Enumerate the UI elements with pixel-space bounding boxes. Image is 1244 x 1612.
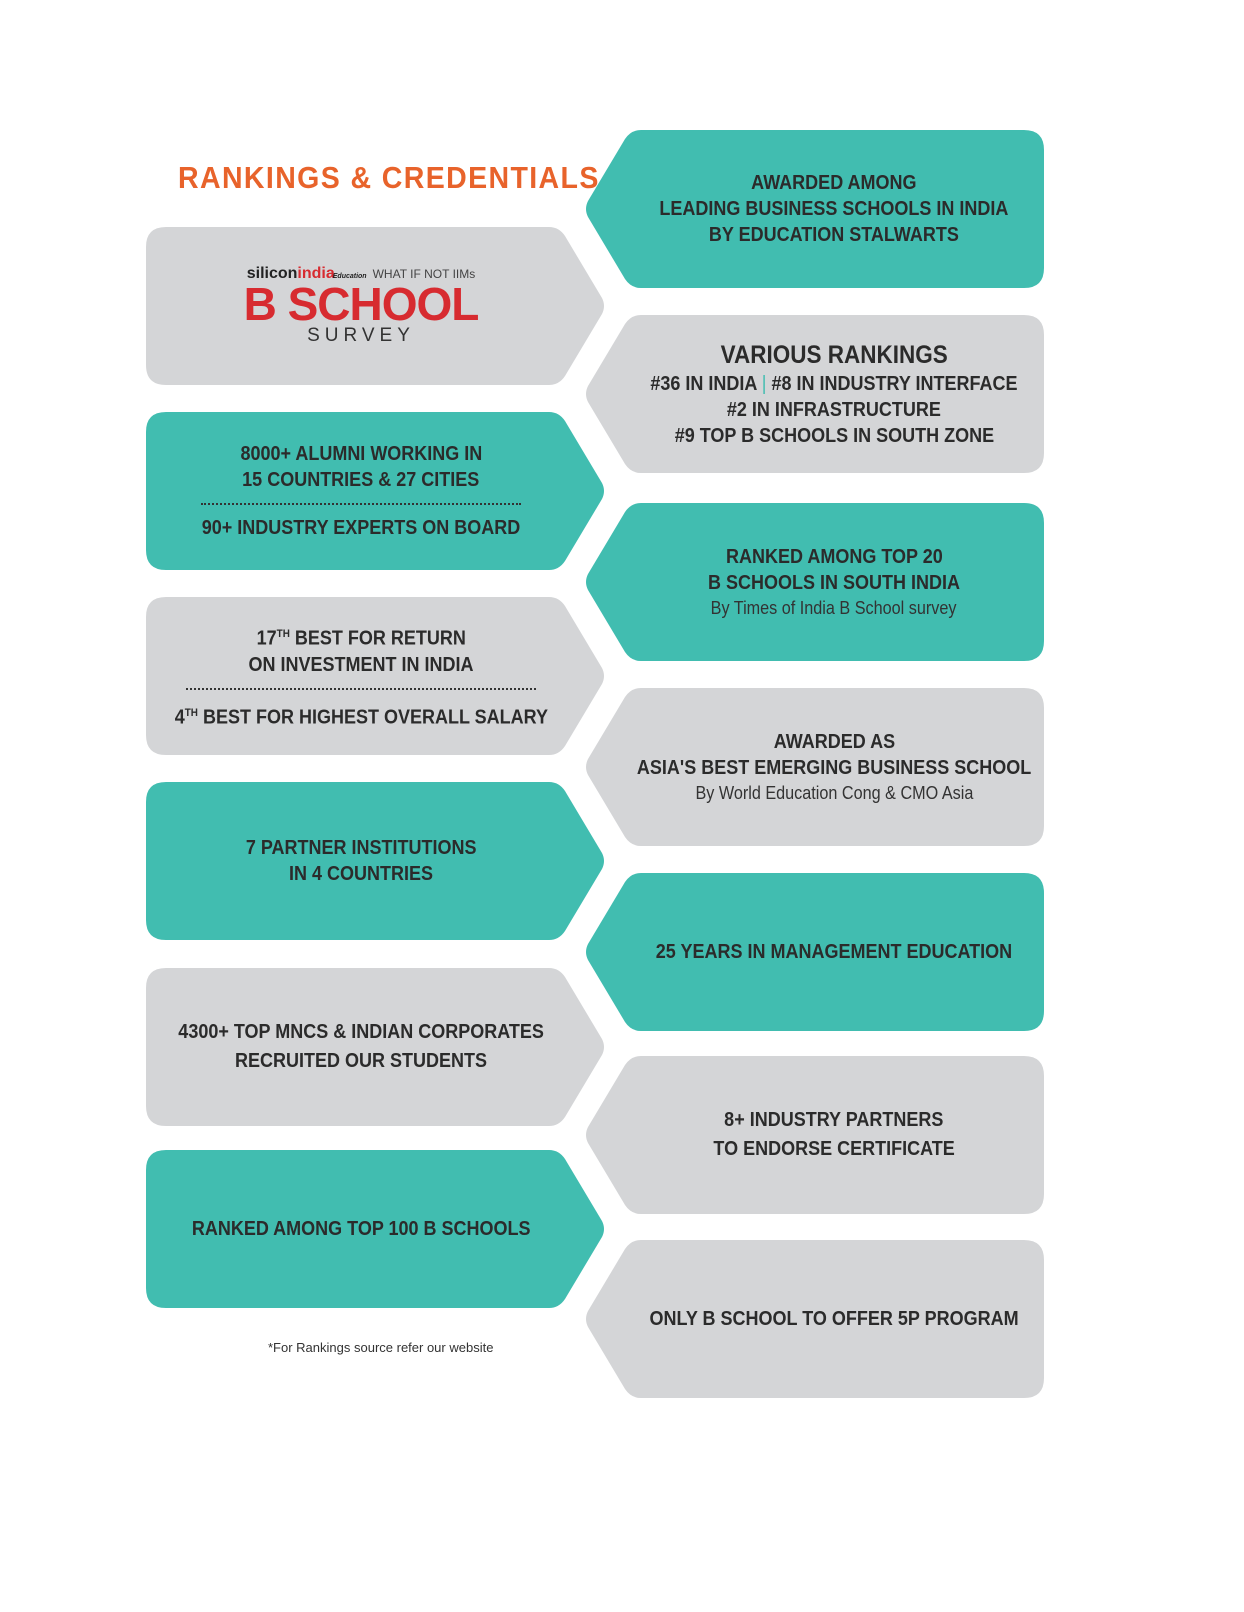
card-source: By World Education Cong & CMO Asia (695, 783, 973, 803)
card-line: 7 PARTNER INSTITUTIONS (245, 837, 477, 859)
b-school-survey-logo (244, 265, 479, 347)
card-line: 4TH BEST FOR HIGHEST OVERALL SALARY (174, 706, 548, 729)
credential-card-alumni (146, 412, 606, 570)
card-line: 15 COUNTRIES & 27 CITIES (242, 469, 480, 491)
card-line: 25 YEARS IN MANAGEMENT EDUCATION (655, 941, 1013, 963)
card-line: #9 TOP B SCHOOLS IN SOUTH ZONE (674, 425, 994, 447)
card-line: #2 IN INFRASTRUCTURE (726, 399, 942, 421)
credential-card-top20 (584, 503, 1044, 661)
card-line: 8+ INDUSTRY PARTNERS (724, 1109, 944, 1131)
card-line: RANKED AMONG TOP 100 B SCHOOLS (191, 1218, 531, 1240)
card-line: BY EDUCATION STALWARTS (708, 224, 960, 246)
credential-card-top100 (146, 1150, 606, 1308)
logo-sub: SURVEY (307, 325, 415, 346)
credential-card-asia (584, 688, 1044, 846)
credential-card-rankings (584, 315, 1044, 473)
logo-brand-b: india (297, 265, 335, 282)
dotted-divider (201, 503, 521, 505)
page-title: RANKINGS & CREDENTIALS (178, 160, 600, 195)
footnote: *For Rankings source refer our website (268, 1340, 494, 1355)
logo-card (146, 227, 606, 385)
card-line: B SCHOOLS IN SOUTH INDIA (707, 572, 960, 594)
card-line: 8000+ ALUMNI WORKING IN (240, 443, 482, 465)
logo-brand-c: Education (332, 273, 367, 280)
credential-card-roi (146, 597, 606, 755)
card-line: IN 4 COUNTRIES (288, 863, 434, 885)
dotted-divider (186, 688, 536, 690)
logo-tagline: WHAT IF NOT IIMs (372, 267, 476, 281)
card-line: ON INVESTMENT IN INDIA (248, 654, 474, 676)
card-line: LEADING BUSINESS SCHOOLS IN INDIA (659, 198, 1009, 220)
credential-card-industry-partners (584, 1056, 1044, 1214)
credential-card-recruiters (146, 968, 606, 1126)
card-line: ASIA'S BEST EMERGING BUSINESS SCHOOL (636, 757, 1032, 779)
credential-card-5p (584, 1240, 1044, 1398)
card-line: RANKED AMONG TOP 20 (725, 546, 943, 568)
logo-main: B SCHOOL (243, 278, 479, 330)
logo-brand-a: silicon (246, 265, 298, 282)
card-line: RECRUITED OUR STUDENTS (234, 1050, 487, 1072)
card-line: AWARDED AMONG (751, 172, 917, 194)
card-heading: VARIOUS RANKINGS (720, 341, 948, 369)
card-line: 90+ INDUSTRY EXPERTS ON BOARD (201, 517, 521, 539)
card-line: ONLY B SCHOOL TO OFFER 5P PROGRAM (649, 1308, 1019, 1330)
card-line: 17TH BEST FOR RETURN (256, 628, 466, 650)
card-line: #36 IN INDIA | #8 IN INDUSTRY INTERFACE (650, 373, 1018, 395)
credential-card-partners (146, 782, 606, 940)
card-line: 4300+ TOP MNCS & INDIAN CORPORATES (178, 1021, 544, 1043)
card-source: By Times of India B School survey (711, 598, 957, 618)
card-line: TO ENDORSE CERTIFICATE (713, 1138, 955, 1160)
credential-card-stalwarts (584, 130, 1044, 288)
card-line: AWARDED AS (773, 731, 895, 753)
credential-card-years (584, 873, 1044, 1031)
